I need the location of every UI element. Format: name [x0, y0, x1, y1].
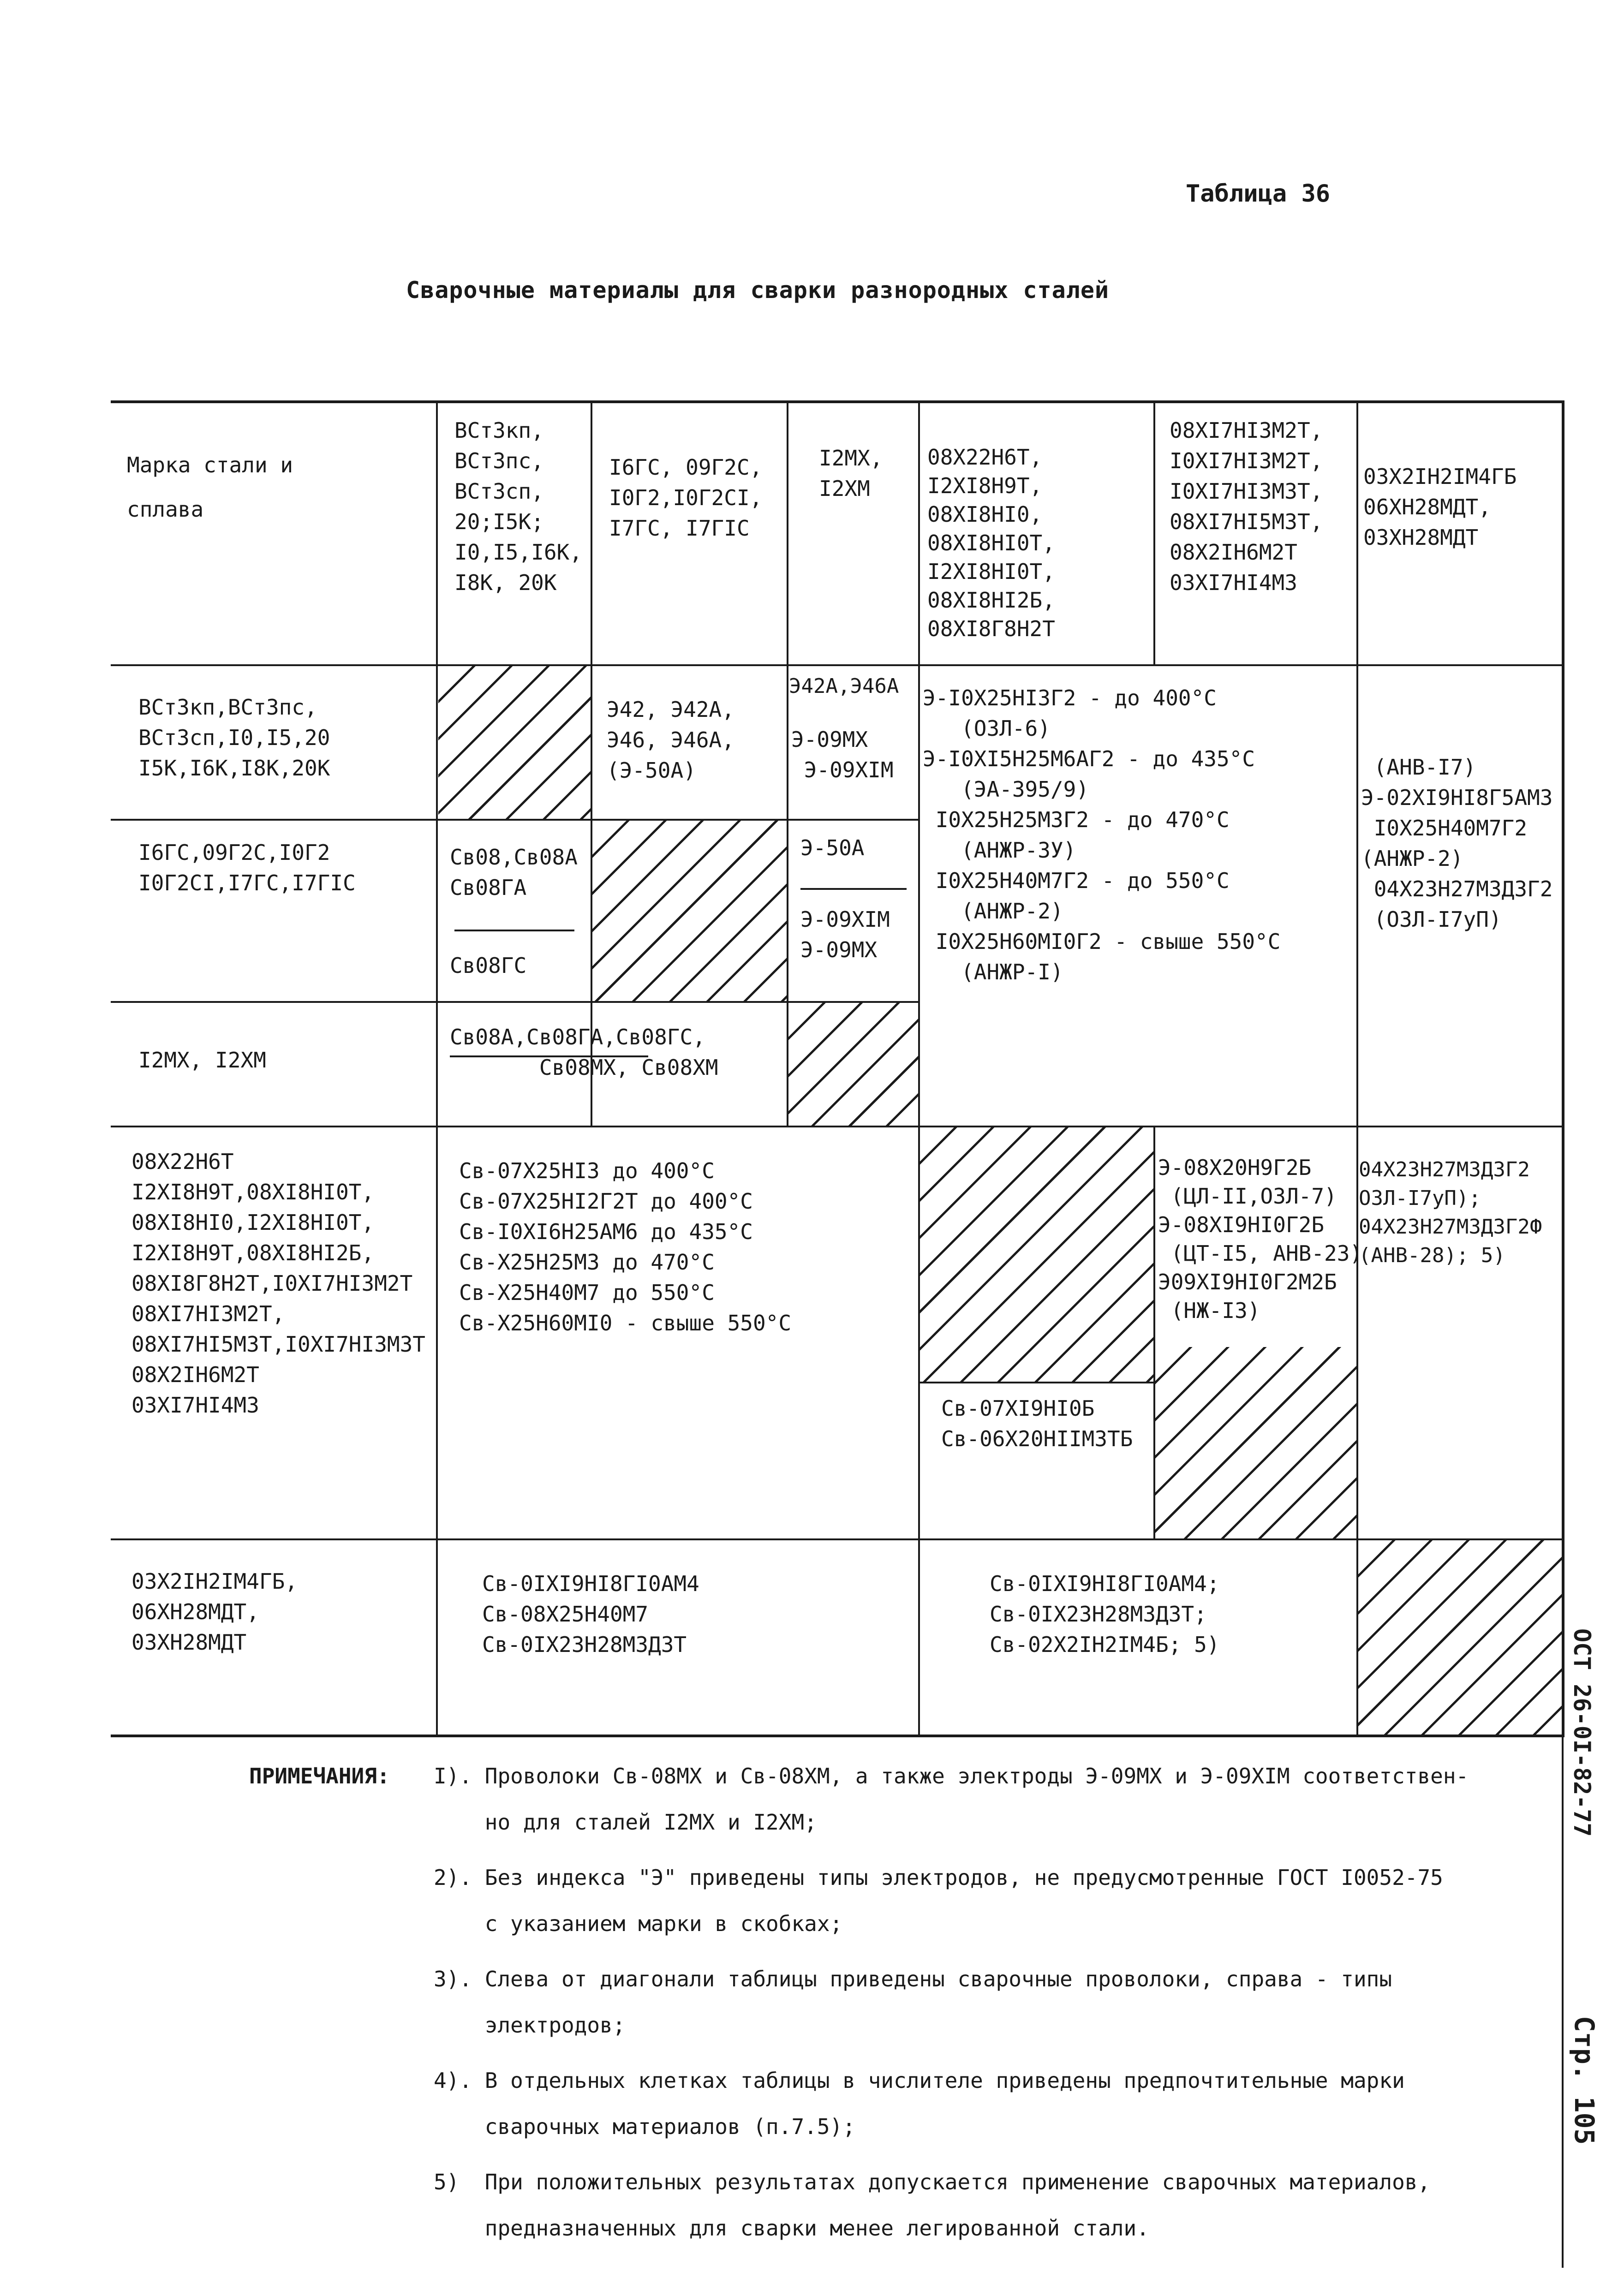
row2-col1-bottom: Св08ГС [450, 953, 527, 978]
document-title: Сварочные материалы для сварки разнородных сталей [406, 277, 1110, 304]
row1-label: ВСт3кп,ВСт3пс, ВСт3сп,I0,I5,20 I5K,I6K,I8K,20K [138, 695, 330, 781]
hatch-cell-r4b [1155, 1347, 1356, 1538]
note-2: 2). Без индекса "Э" приведены типы электродов, не предусмотренные ГОСТ I0052-75 с указанием марки в скобках; [434, 1865, 1443, 1936]
header-col4: 08Х22Н6Т, I2ХI8Н9Т, 08ХI8НI0, 08ХI8НI0Т, I2ХI8НI0Т, 08ХI8НI2Б, 08ХI8Г8Н2Т [927, 445, 1055, 641]
electrode-block-c6: (АНВ-I7) Э-02ХI9НI8Г5АМ3 I0Х25Н40М7Г2 (АНЖР-2) 04Х23Н27М3Д3Г2 (ОЗЛ-I7уП) [1361, 755, 1553, 932]
note-5: 5) При положительных результатах допускается применение сварочных материалов, предназначенных для сварки менее легированной стали. [434, 2170, 1431, 2241]
hatch-cell-r2 [592, 821, 787, 1001]
header-col2: I6ГС, 09Г2С, I0Г2,I0Г2СI, I7ГС, I7ГIС [609, 455, 763, 541]
note-3: 3). Слева от диагонали таблицы приведены сварочные проволоки, справа - типы электродов; [434, 1967, 1392, 2038]
note-1: I). Проволоки Св-08МХ и Св-08ХМ, а также электроды Э-09МХ и Э-09ХIМ соответствен- но для сталей I2МХ и I2ХМ; [434, 1764, 1469, 1835]
row2-col1-top: Св08,Св08А Св08ГА [450, 845, 578, 900]
hatch-cell-r3 [788, 1003, 918, 1126]
note-4: 4). В отдельных клетках таблицы в числителе приведены предпочтительные марки сварочных материалов (п.7.5); [434, 2068, 1405, 2139]
hatch-cell-r1 [438, 666, 591, 819]
row1-col3-top: Э42А,Э46А [789, 674, 899, 698]
header-col5: 08ХI7НI3М2Т, I0ХI7НI3М2Т, I0ХI7НI3М3Т, 08ХI7НI5М3Т, 08Х2IН6М2Т 03ХI7НI4М3 [1170, 418, 1323, 595]
header-row-label: Марка стали и сплава [127, 453, 293, 522]
row1-col3-bottom: Э-09МХ Э-09ХIМ [791, 727, 894, 782]
hatch-cell-r4a [920, 1127, 1153, 1382]
row4-label: 08Х22Н6Т I2ХI8Н9Т,08ХI8НI0Т, 08ХI8НI0,I2ХI8НI0Т, I2ХI8Н9Т,08ХI8НI2Б, 08ХI8Г8Н2Т,I0ХI7НI3М2Т 08ХI7НI3М2Т, 08ХI7НI5М3Т,I0ХI7НI3М3Т 08Х2IН6М2Т 03ХI7НI4М3 [131, 1149, 425, 1418]
row4-col5: Э-08Х20Н9Г2Б (ЦЛ-II,ОЗЛ-7) Э-08ХI9НI0Г2Б (ЦТ-I5, АНВ-23) Э09ХI9НI0Г2М2Б (НЖ-I3) [1158, 1155, 1363, 1323]
row4-col1: Св-07Х25НI3 до 400°С Св-07Х25НI2Г2Т до 400°С Св-I0ХI6Н25АМ6 до 435°С Св-Х25Н25М3 до 470°С Св-Х25Н40М7 до 550°С Св-Х25Н60МI0 - свыше 550°С [459, 1158, 792, 1335]
row5-label: 03Х2IН2IМ4ГБ, 06ХН28МДТ, 03ХН28МДТ [131, 1569, 298, 1655]
row5-col1: Св-0IХI9НI8ГI0АМ4 Св-08Х25Н40М7 Св-0IХ23Н28М3Д3Т [482, 1571, 699, 1657]
header-col3: I2МХ, I2ХМ [819, 446, 883, 501]
row4-col4: Св-07ХI9НI0Б Св-06Х20НIIМ3ТБ [941, 1396, 1133, 1451]
table-number: Таблица 36 [1186, 180, 1331, 208]
row1-col2: Э42, Э42А, Э46, Э46А, (Э-50А) [607, 697, 734, 783]
row2-label: I6ГС,09Г2С,I0Г2 I0Г2СI,I7ГС,I7ГIС [138, 840, 356, 895]
row3-label: I2МХ, I2ХМ [138, 1048, 266, 1073]
row2-col3-top: Э-50А [800, 835, 865, 860]
notes-label: ПРИМЕЧАНИЯ: [249, 1764, 390, 1788]
electrode-block-c45: Э-I0Х25НI3Г2 - до 400°С (ОЗЛ-6) Э-I0ХI5Н25М6АГ2 - до 435°С (ЭА-395/9) I0Х25Н25М3Г2 - до 470°С (АНЖР-3У) I0Х25Н40М7Г2 - до 550°С (АНЖР-2) I0Х25Н60МI0Г2 - свыше 550°С (АНЖР-I) [923, 686, 1281, 984]
margin-rule [1562, 1737, 1564, 2268]
row4-col6: 04Х23Н27М3Д3Г2 ОЗЛ-I7уП); 04Х23Н27М3Д3Г2Ф (АНВ-28); 5) [1359, 1158, 1542, 1267]
side-page-number: Стр. 105 [1569, 2016, 1600, 2145]
row2-col3-bottom: Э-09ХIМ Э-09МХ [800, 907, 890, 962]
hatch-cell-r5 [1358, 1540, 1562, 1735]
row3-col1: Св08А,Св08ГА,Св08ГС, Св08МХ, Св08ХМ [450, 1025, 718, 1080]
header-col6: 03Х2IН2IМ4ГБ 06ХН28МДТ, 03ХН28МДТ [1363, 464, 1517, 550]
side-ost-code: ОСТ 26-0I-82-77 [1569, 1628, 1595, 1837]
header-col1: ВСт3кп, ВСт3пс, ВСт3сп, 20;I5K; I0,I5,I6K, I8K, 20K [454, 418, 582, 595]
row5-col2: Св-0IХI9НI8ГI0АМ4; Св-0IХ23Н28М3Д3Т; Св-02Х2IН2IМ4Б; 5) [990, 1571, 1220, 1657]
